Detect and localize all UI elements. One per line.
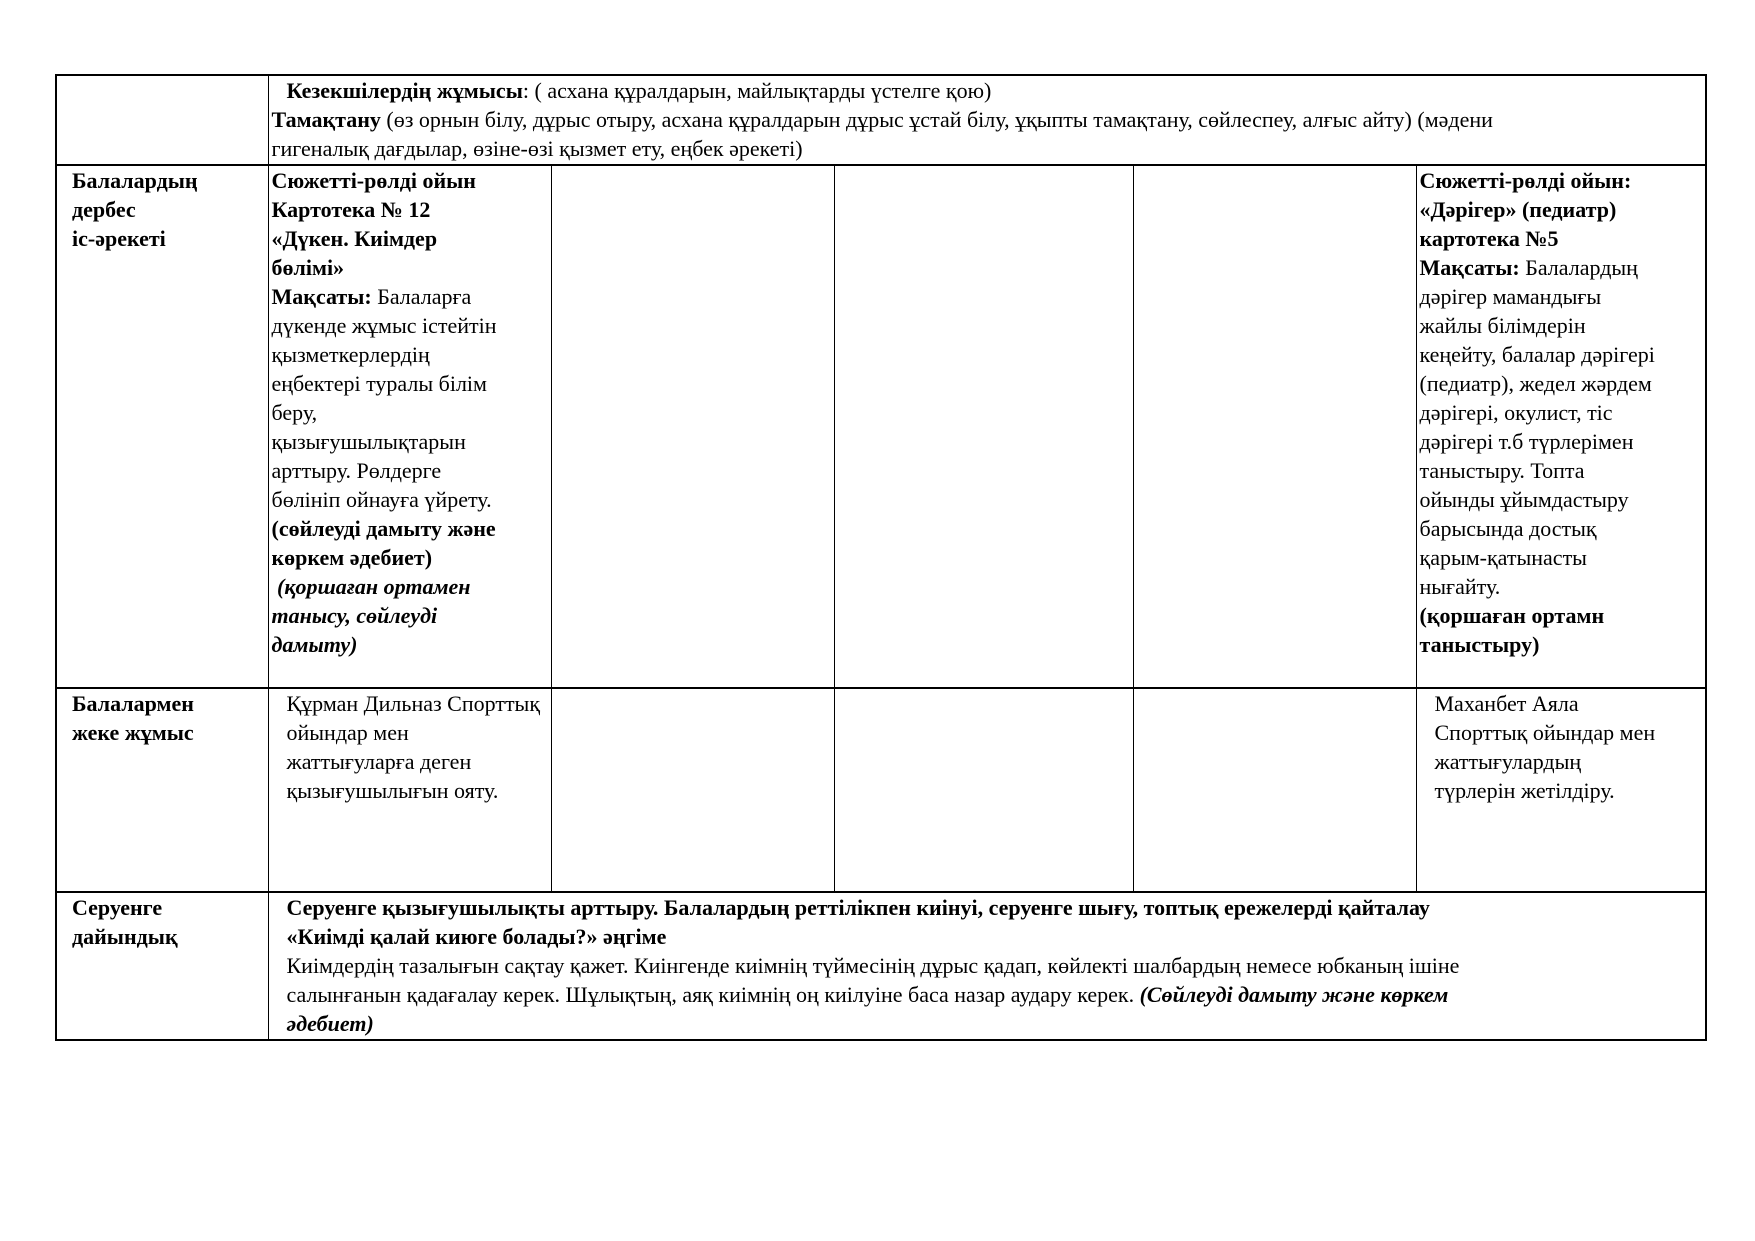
- walk-preparation-content: Серуенге қызығушылықты арттыру. Балалардың реттілікпен киінуі, серуенге шығу, топтық ережелерді қайталау «Киімді қалай киюге болады?» әңгіме Киімдердің тазалығын сақтау қажет. Киінгенде киімнің түймесінің дұрыс қадап, көйлекті шалбардың немесе юбканың ішіне салынғанын қадағалау керек. Шұлықтың, аяқ киімнің оң киілуіне баса назар аудару керек. (Сөйлеуді дамыту және көркем әдебиет): [268, 892, 1706, 1040]
- monday-game-title: Сюжетті-рөлді ойын: [271, 168, 476, 193]
- duty-text: : ( асхана құралдарын, майлықтарды үстелге қою): [522, 78, 992, 103]
- walk-area: (Сөйлеуді дамыту және көркем: [1139, 982, 1449, 1007]
- friday-game-title: Сюжетті-рөлді ойын:: [1419, 168, 1632, 193]
- friday-activity-cell: Сюжетті-рөлді ойын: «Дәрігер» (педиатр) картотека №5 Мақсаты: Балалардың дәрігер мамандығы жайлы білімдерін кеңейту, балалар дәрігері (педиатр), жедел жәрдем дәрігері, окулист, тіс дәрігері т.б түрлерімен таныстыру. Топта ойынды ұйымдастыру барысында достық қарым-қатынасты нығайту. (қоршаған ортамн таныстыру): [1416, 165, 1706, 688]
- independent-activity-label: Балалардың дербес іс-әрекеті: [56, 165, 268, 688]
- independent-activity-row: [56, 165, 1706, 688]
- walk-text-line-2: салынғанын қадағалау керек. Шұлықтың, аяқ киімнің оң киілуіне баса назар аудару керек.: [286, 982, 1140, 1007]
- meal-row: [56, 75, 1706, 165]
- meal-row-content-cell: [268, 75, 1706, 165]
- wednesday-activity-cell: [834, 165, 1133, 688]
- monday-activity-cell: Сюжетті-рөлді ойын Картотека № 12 «Дүкен. Киімдер бөлімі» Мақсаты: Балаларға дүкенде жұмыс істейтін қызметкерлердің еңбектері туралы білім беру, қызығушылықтарын арттыру. Рөлдерге бөлініп ойнауға үйрету. (сөйлеуді дамыту және көркем әдебиет) (қоршаған ортамен танысу, сөйлеуді дамыту): [268, 165, 551, 688]
- daily-plan-table: [55, 74, 1707, 1041]
- tuesday-individual-cell: [551, 688, 834, 892]
- thursday-individual-cell: [1133, 688, 1416, 892]
- friday-goal: Мақсаты: Балалардың: [1419, 255, 1638, 280]
- tuesday-activity-cell: [551, 165, 834, 688]
- meal-row-label-cell: [56, 75, 268, 165]
- monday-goal: Мақсаты: Балаларға: [271, 284, 472, 309]
- thursday-activity-cell: [1133, 165, 1416, 688]
- monday-individual-cell: Құрман Дильназ Спорттық ойындар мен жаттығуларға деген қызығушылығын ояту.: [268, 688, 551, 892]
- walk-preparation-row: [56, 892, 1706, 1040]
- meal-text-line-1: (өз орнын білу, дұрыс отыру, асхана құралдарын дұрыс ұстай білу, ұқыпты тамақтану, сөйлеспеу, алғыс айту) (мәдени: [380, 107, 1493, 132]
- walk-title: Серуенге қызығушылықты арттыру. Балалардың реттілікпен киінуі, серуенге шығу, топтық ережелерді қайталау: [286, 895, 1430, 920]
- individual-work-row: [56, 688, 1706, 892]
- walk-text-line-1: Киімдердің тазалығын сақтау қажет. Киінгенде киімнің түймесінің дұрыс қадап, көйлекті шалбардың немесе юбканың ішіне: [286, 953, 1460, 978]
- walk-preparation-label: Серуенге дайындық: [56, 892, 268, 1040]
- individual-work-label: Балалармен жеке жұмыс: [56, 688, 268, 892]
- friday-individual-cell: Маханбет Аяла Спорттық ойындар мен жаттығулардың түрлерін жетілдіру.: [1416, 688, 1706, 892]
- monday-area: (сөйлеуді дамыту және: [271, 516, 496, 541]
- wednesday-individual-cell: [834, 688, 1133, 892]
- walk-talk: «Киімді қалай киюге болады?» әңгіме: [286, 924, 667, 949]
- duty-label: Кезекшілердің жұмысы: [286, 78, 523, 103]
- friday-area: (қоршаған ортамн: [1419, 603, 1605, 628]
- meal-text-line-2: гигеналық дағдылар, өзіне-өзі қызмет ету, еңбек әрекеті): [271, 136, 803, 161]
- meal-label: Тамақтану: [271, 107, 381, 132]
